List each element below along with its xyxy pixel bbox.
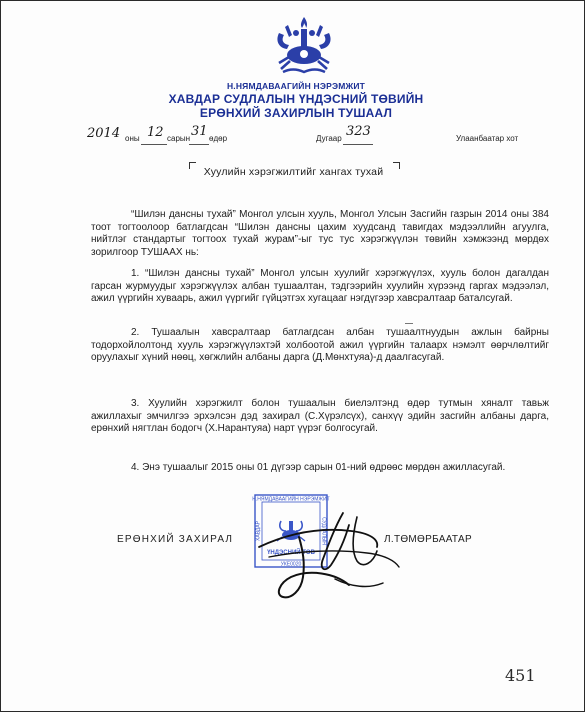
city-name: Улаанбаатар хот — [456, 134, 519, 143]
document-type-heading: ЕРӨНХИЙ ЗАХИРЛЫН ТУШААЛ — [199, 106, 393, 120]
organization-name-line: Н.НЯМДАВААГИЙН НЭРЭМЖИТ — [226, 81, 366, 91]
order-number: 323 — [346, 124, 371, 139]
date-day-suffix: өдөр — [209, 134, 228, 143]
date-year-suffix: оны — [125, 134, 140, 143]
crab-emblem-logo — [271, 15, 337, 77]
stamp-code: УКЕ0020 — [280, 561, 302, 568]
stamp-left-text: ХАВДАР — [255, 521, 262, 541]
paragraph-text: 3. Хуулийн хэрэгжилт болон тушаалын биелэлтэнд өдөр тутмын хяналт тавьж ажиллахыг эмчилгээ эрхэлсэн дэд захирал (С.Хүрэлсүх), санхүү эдийн засгийн албаны дарга, ерөнхий нягтлан бодогч (Х.Нарантуяа) нарт үүрэг болгосугай. — [91, 398, 549, 435]
order-item-4 — [91, 462, 549, 475]
paragraph-text: 4. Энэ тушаалыг 2015 оны 01 дүгээр сарын 01-ний өдрөөс мөрдөн ажилласугай. — [131, 462, 506, 473]
date-month-suffix: сарын — [167, 134, 191, 143]
order-subject: Хуулийн хэрэгжилтийг хангах тухай — [203, 166, 384, 178]
order-item-1 — [91, 268, 549, 306]
order-item-3 — [91, 398, 549, 436]
underline — [343, 144, 373, 145]
center-name-line: ХАВДАР СУДЛАЛЫН ҮНДЭСНИЙ ТӨВИЙН — [168, 92, 424, 106]
underline — [141, 144, 167, 145]
stamp-bottom-text: ҮНДЭСНИЙ ТӨВ — [267, 550, 315, 556]
scan-mark — [405, 323, 413, 324]
paragraph-text: 1. “Шилэн дансны тухай” Монгол улсын хуулийг хэрэгжүүлэх, хууль болон дагалдан гарсан журмуудыг хэрэгжүүлэх албан тушаалтан, тэдгээрийн хуулийн хүрээнд гаргах мэдээлэл, ажил үүргийн хуваарь, ажил үүргийг гүйцэтгэх хугацааг нэгдүгээр хавсралтаар баталсугай. — [91, 268, 549, 305]
signatory-name: Л.ТӨМӨРБААТАР — [384, 534, 472, 545]
date-day: 31 — [191, 124, 208, 139]
signatory-title: ЕРӨНХИЙ ЗАХИРАЛ — [117, 534, 234, 545]
date-year: 2014 — [87, 126, 121, 141]
underline — [189, 144, 209, 145]
paragraph-text: 2. Тушаалын хавсралтаар батлагдсан албан тушаалтнуудын ажлын байрны тодорхойлолтонд хууль хэрэгжүүлэхтэй холбоотой ажил үүргийн талаарх нэмэлт өөрчлөлтийг оруулахыг хүний нөөц, хөгжлийн албаны дарга (Д.Мөнхтуяа)-д даалгасугай. — [91, 327, 549, 364]
date-month: 12 — [147, 125, 164, 140]
page-number: 451 — [505, 666, 536, 685]
handwritten-signature — [239, 503, 409, 613]
stamp-right-text: СУДЛАЛЫН — [320, 517, 327, 545]
paragraph-text: “Шилэн дансны тухай” Монгол улсын хууль, Монгол Улсын Засгийн газрын 2014 оны 384 тоот тогтоолоор батлагдсан “Шилэн дансны цахим хуудсанд тавигдах мэдээллийн агуулга, нийтлэг стандартыг тогтоох тухай журам”-ыг тус тус хэрэгжүүлэн төвийн хэмжээнд мөрдөх зорилгоор ТУШААХ нь: — [91, 209, 549, 258]
stamp-top-text: Н.НЯМДАВААГИЙН НЭРЭМЖИТ — [252, 496, 330, 503]
preamble-paragraph — [91, 209, 549, 259]
order-item-2 — [91, 327, 549, 365]
order-number-label: Дугаар — [316, 134, 342, 143]
date-number-row — [1, 126, 585, 148]
